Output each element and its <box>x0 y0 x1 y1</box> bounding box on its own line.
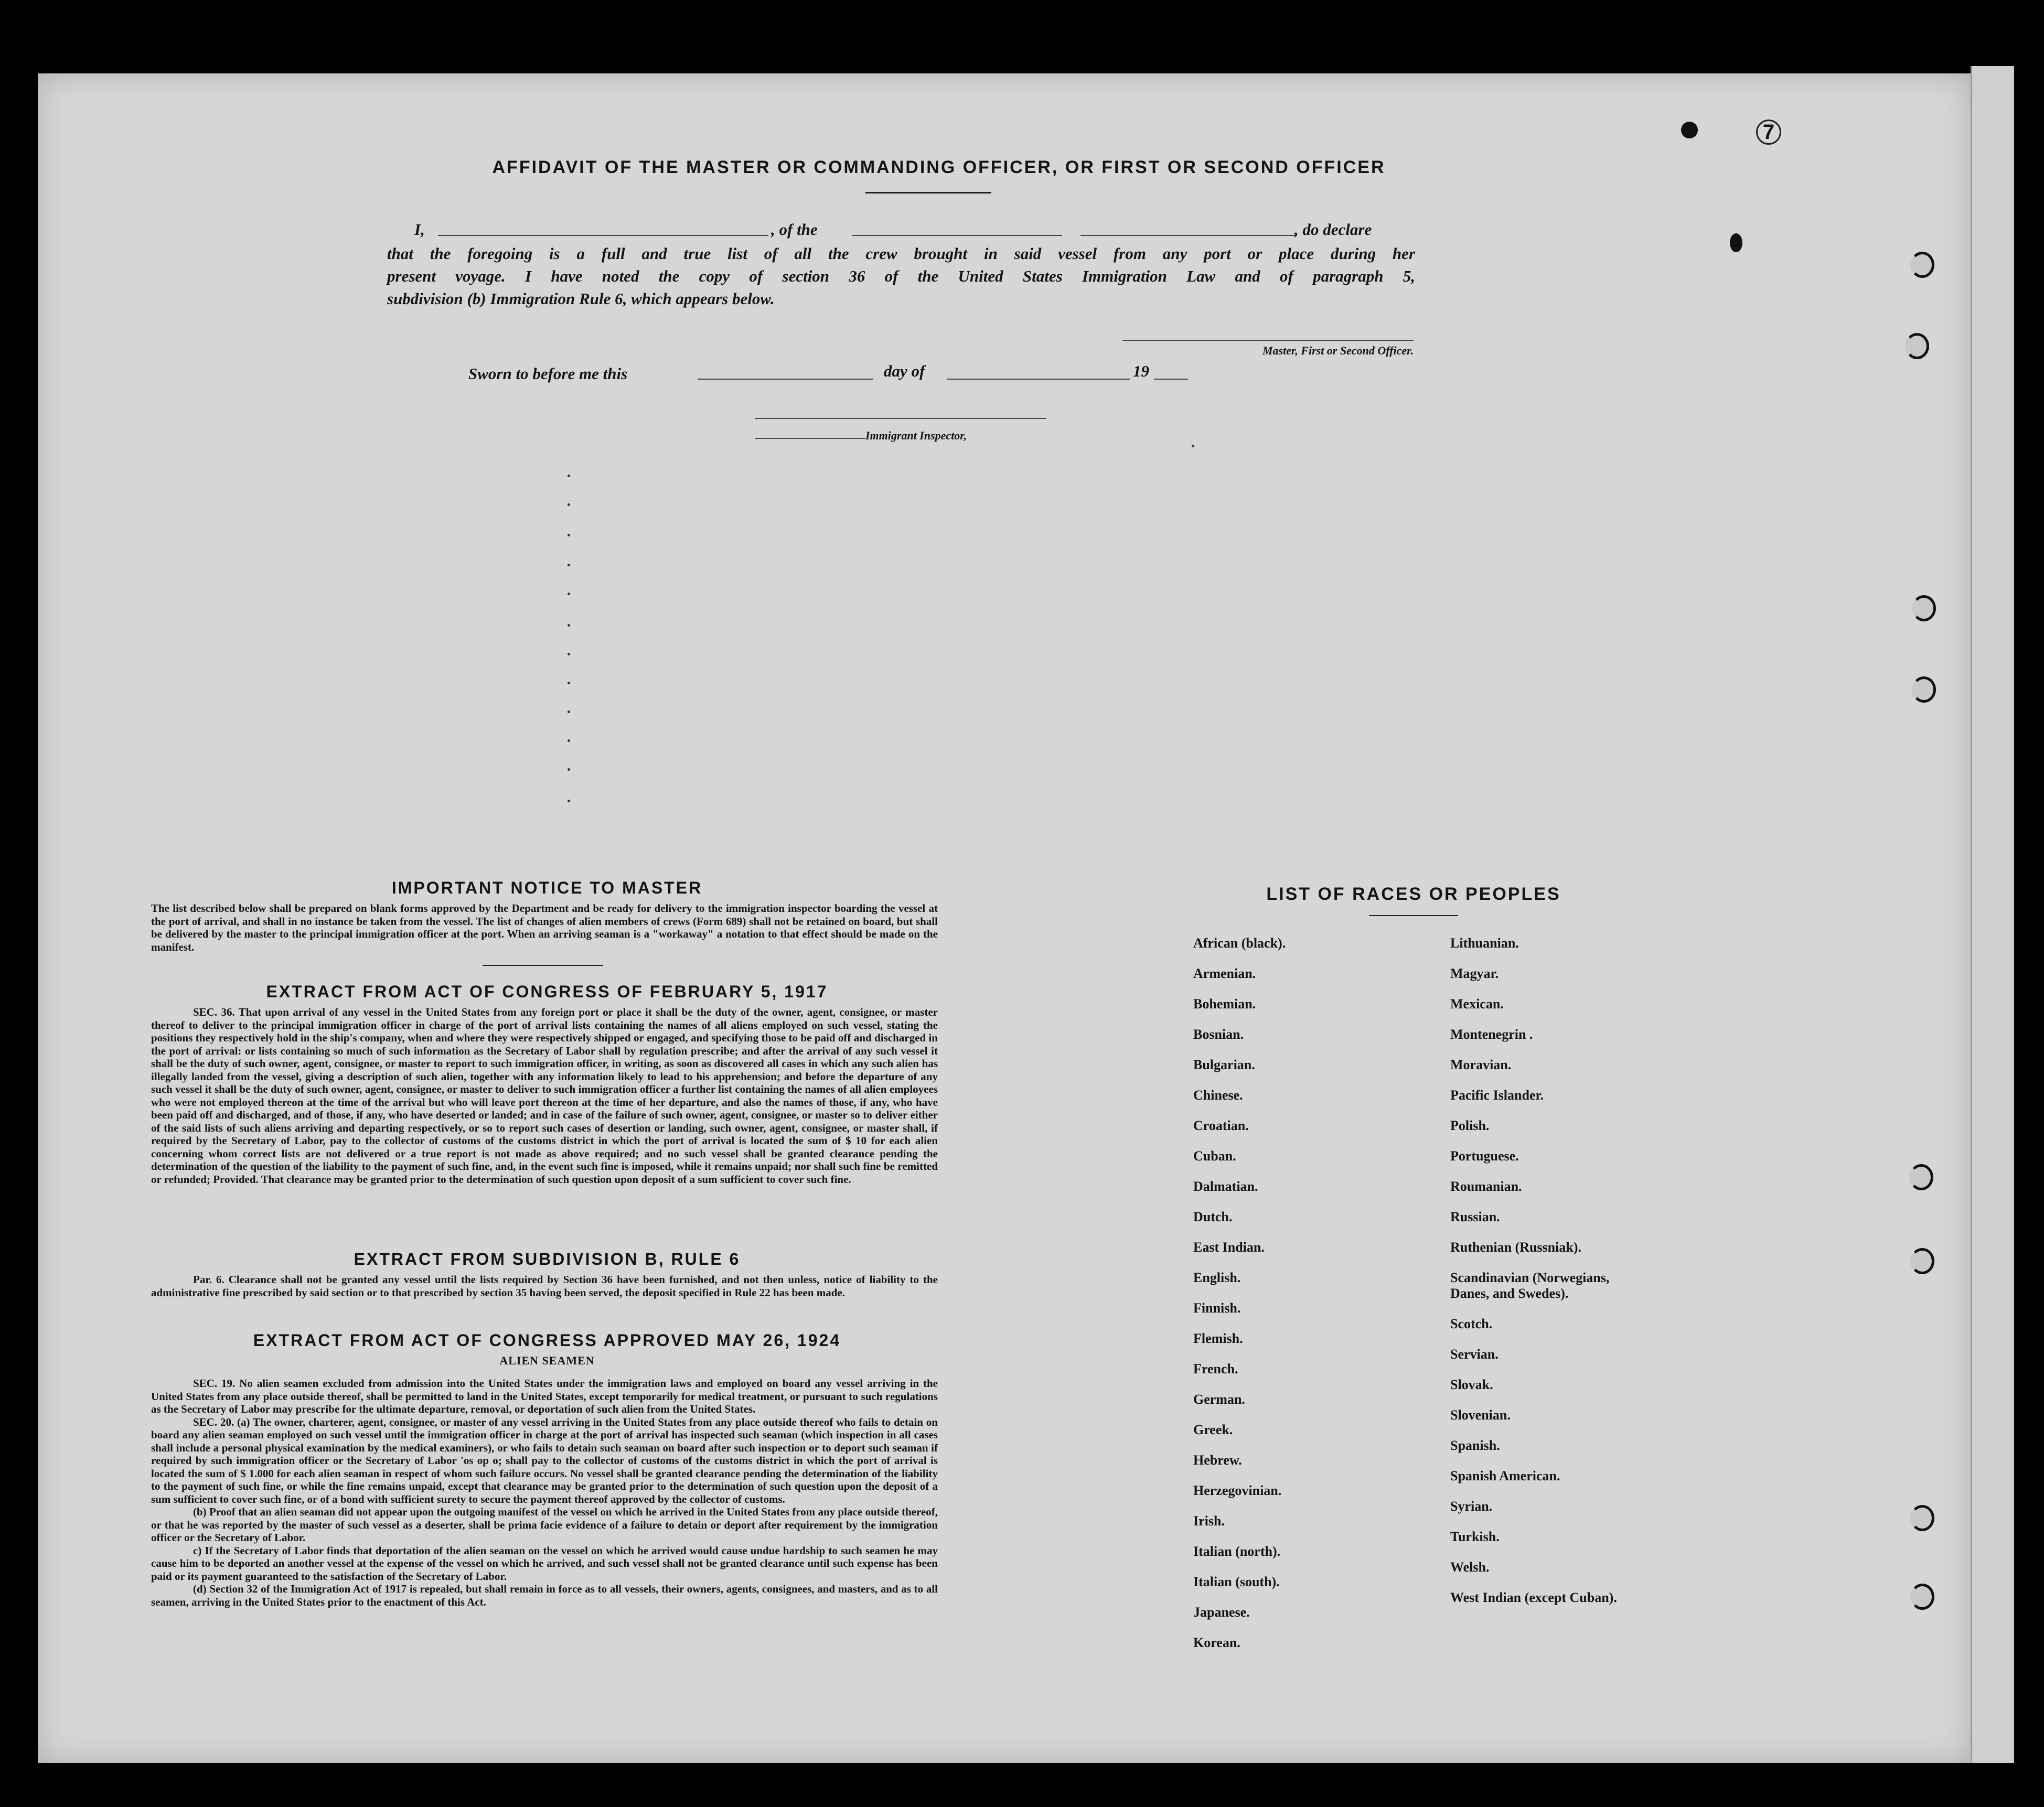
dot-mark <box>568 711 570 713</box>
race-item: Lithuanian. <box>1450 935 1519 951</box>
race-item: Slovenian. <box>1450 1407 1511 1423</box>
dot-mark <box>568 800 570 802</box>
dot-mark <box>568 624 570 627</box>
binder-hole <box>1910 252 1934 278</box>
race-item: Armenian. <box>1193 966 1256 981</box>
dot-mark <box>568 739 570 742</box>
race-item: Bohemian. <box>1193 996 1256 1012</box>
race-item: Turkish. <box>1450 1529 1500 1544</box>
race-item: Italian (south). <box>1193 1574 1280 1589</box>
declaration-text: that the foregoing is a full and true list of all the crew brought in said vessel from any port or place during her present voyage. I have noted the copy of section 36 of the United States Immigration Law and of paragraph 5, subdivision (b) Immigration Rule 6, which appears below. <box>387 244 1415 308</box>
binder-hole <box>1910 1505 1934 1531</box>
race-item: Italian (north). <box>1193 1544 1281 1559</box>
of-the-label: , of the <box>771 220 818 239</box>
dot-mark <box>568 475 570 477</box>
notice-title: IMPORTANT NOTICE TO MASTER <box>391 878 703 897</box>
dot-mark <box>1192 445 1194 447</box>
notice-text: The list described below shall be prepared on blank forms approved by the Department and be ready for delivery to the immigration inspector boarding the vessel at the port of arrival, and shall in no instance be taken from the vessel. The list of changes of alien members of crews (Form 689) shall not be retained on board, but shall be delivered by the master to the principal immigration officer at the port. When an arriving seaman is a "workaway" a notation to that effect should be made on the manifest. <box>151 902 938 953</box>
race-item: African (black). <box>1193 935 1286 951</box>
race-item: Moravian. <box>1450 1057 1512 1072</box>
vessel-blank-2[interactable] <box>1080 235 1296 236</box>
race-item: Greek. <box>1193 1422 1233 1437</box>
race-item: Chinese. <box>1193 1088 1243 1103</box>
binder-hole <box>1905 333 1929 359</box>
affiant-label: I, <box>414 220 425 239</box>
sec20b-text: (b) Proof that an alien seaman did not appear upon the outgoing manifest of the vessel on which he arrived in the United States from any place outside thereof, or that he was reported by the master of such vessel as a deserter, shall be prima facie evidence of a failure to detain or deport after requirement by the immigration officer or the Secretary of Labor. <box>151 1505 938 1544</box>
race-item: Montenegrin . <box>1450 1027 1533 1042</box>
race-item: Flemish. <box>1193 1331 1243 1346</box>
race-item: Bulgarian. <box>1193 1057 1255 1072</box>
affidavit-title: AFFIDAVIT OF THE MASTER OR COMMANDING OFFICER, OR FIRST OR SECOND OFFICER <box>492 157 1386 177</box>
dot-mark <box>568 503 570 506</box>
race-item: Welsh. <box>1450 1559 1490 1575</box>
race-item: Russian. <box>1450 1209 1500 1224</box>
binder-hole <box>1910 1248 1934 1274</box>
year-prefix: 19 <box>1133 362 1149 380</box>
sworn-label: Sworn to before me this <box>468 364 628 383</box>
races-title: LIST OF RACES OR PEOPLES <box>1266 884 1561 904</box>
title-divider <box>865 192 991 193</box>
master-signature-label: Master, First or Second Officer. <box>1262 344 1414 357</box>
race-item: Dalmatian. <box>1193 1179 1258 1194</box>
ink-blot <box>1681 122 1698 138</box>
binder-hole <box>1909 1164 1933 1190</box>
race-item: Servian. <box>1450 1347 1499 1362</box>
binder-hole <box>1910 1584 1934 1610</box>
race-item: Finnish. <box>1193 1300 1241 1316</box>
race-item: Bosnian. <box>1193 1027 1244 1042</box>
sec20a-text: SEC. 20. (a) The owner, charterer, agent, consignee, or master of any vessel arriving in the United States from any place outside thereof who fails to detain on board any alien seaman employed on such vessel until the immigration officer in charge at the port of arrival has inspected such seaman (which inspection in all cases shall include a personal physical examination by the medical examiners), or who fails to detain such seaman on board after such inspection or to deport such seaman if required by such immigration officer or the Secretary of Labor 'os op o; shall pay to the collector of customs of the customs district in which the port of arrival is located the sum of $ 1.000 for each alien seaman in respect of whom such failure occurs. No vessel shall be granted clearance pending the determination of the liability to the payment of such fine, or while the fine remains unpaid, except that clearance may be granted prior to the determination of such question upon the deposit of a sum sufficient to cover such fine, or of a bond with sufficient surety to secure the payment thereof approved by the collector of customs. <box>151 1415 938 1505</box>
binder-hole <box>1912 676 1936 703</box>
inspector-name-blank[interactable] <box>755 438 865 439</box>
race-item: Roumanian. <box>1450 1179 1522 1194</box>
races-right-column <box>1450 928 1650 1613</box>
extract-1917-title: EXTRACT FROM ACT OF CONGRESS OF FEBRUARY 5, 1917 <box>266 982 828 1001</box>
race-item: Korean. <box>1193 1635 1240 1650</box>
race-item: Cuban. <box>1193 1148 1236 1164</box>
race-item: Scotch. <box>1450 1316 1493 1331</box>
corner-page-number: 7 <box>1756 120 1781 145</box>
race-item: Pacific Islander. <box>1450 1088 1544 1103</box>
extract-1924-title: EXTRACT FROM ACT OF CONGRESS APPROVED MAY 26, 1924 <box>253 1331 841 1350</box>
page-edge-strip <box>1971 66 2014 1763</box>
race-item: Croatian. <box>1193 1118 1249 1133</box>
race-item: German. <box>1193 1392 1245 1407</box>
notice-divider <box>483 965 603 966</box>
race-item: English. <box>1193 1270 1241 1285</box>
ink-blot <box>1730 233 1742 252</box>
race-item: Hebrew. <box>1193 1453 1242 1468</box>
do-declare-label: , do declare <box>1294 220 1372 239</box>
extract-1924-subtitle: ALIEN SEAMEN <box>499 1354 595 1367</box>
race-item: Japanese. <box>1193 1605 1250 1620</box>
inspector-signature-blank[interactable] <box>755 418 1046 419</box>
inspector-label: Immigrant Inspector, <box>865 429 967 442</box>
vessel-blank-1[interactable] <box>852 235 1062 236</box>
race-item: Portuguese. <box>1450 1148 1519 1164</box>
dot-mark <box>568 564 570 566</box>
race-item: Dutch. <box>1193 1209 1233 1224</box>
sworn-day-blank[interactable] <box>698 379 873 380</box>
extract-1917-text: SEC. 36. That upon arrival of any vessel in the United States from any foreign port or place it shall be the duty of the owner, agent, consignee, or master thereof to deliver to the principal immigration officer in charge of the port of arrival lists containing the names of all aliens employed on such vessel, stating the positions they respectively hold in the ship's company, when and where they were respectively shipped or engaged, and specifying those to be paid off and discharged in the port of arrival: or lists containing so much of such information as the Secretary of Labor shall by regulation prescribe; and after the arrival of any such vessel it shall be the duty of such owner, agent, consignee, or master to report to such immigration officer, in writing, as soon as discovered all cases in which any such alien has illegally landed from the vessel, giving a description of such alien, together with any information likely to lead to his apprehension; and before the departure of any such vessel it shall be the duty of such owner, agent, consignee, or master to deliver to such immigration officer a further list containing the names of all alien employees who were not employed thereon at the time of the arrival but who will leave port thereon at the time of her departure, and also the names of those, if any, who have been paid off and discharged, and of those, if any, who have deserted or landed; and in case of the failure of such owner, agent, consignee, or master so to deliver either of the said lists of such aliens arriving and departing respectively, or so to report such cases of desertion or landing, such owner, agent, consignee, or master shall, if required by the Secretary of Labor, pay to the collector of customs of the customs district in which the port of arrival is located the sum of $ 10 for each alien concerning whom correct lists are not delivered or a true report is not made as above required; and no such vessel shall be granted clearance pending the determination of the question of the liability to the payment of such fine, and, in the event such fine is imposed, while it remains unpaid; nor shall such fine be remitted or refunded; Provided. That clearance may be granted prior to the determination of such question upon deposit of a sum sufficient to cover such fine. <box>151 1006 938 1186</box>
extract-1924-body <box>151 1377 938 1608</box>
sworn-year-blank[interactable] <box>1154 379 1188 380</box>
sec20c-text: c) If the Secretary of Labor finds that deportation of the alien seaman on the vessel on which he arrived would cause undue hardship to such seamen he may cause him to be deported an another vessel at the expense of the vessel on which he arrived, and such vessel shall not be granted clearance until such expense has been paid or its payment guaranteed to the satisfaction of the Secretary of Labor. <box>151 1544 938 1583</box>
affiant-name-blank[interactable] <box>438 235 768 236</box>
race-item: Syrian. <box>1450 1499 1493 1514</box>
races-left-column <box>1193 928 1286 1658</box>
race-item: West Indian (except Cuban). <box>1450 1590 1617 1605</box>
extract-rule6-text: Par. 6. Clearance shall not be granted any vessel until the lists required by Section 36 have been furnished, and not then unless, notice of liability to the administrative fine prescribed by said section or to that prescribed by section 35 having been served, the deposit specified in Rule 22 has been made. <box>151 1273 938 1299</box>
race-item: Slovak. <box>1450 1377 1493 1392</box>
extract-rule6-title: EXTRACT FROM SUBDIVISION B, RULE 6 <box>354 1250 741 1268</box>
race-item: Ruthenian (Russniak). <box>1450 1240 1581 1255</box>
race-item: French. <box>1193 1361 1238 1376</box>
binder-hole <box>1912 595 1936 621</box>
races-divider <box>1369 915 1458 916</box>
race-item: Herzegovinian. <box>1193 1483 1282 1498</box>
race-item: Spanish American. <box>1450 1468 1560 1483</box>
sec20d-text: (d) Section 32 of the Immigration Act of 1917 is repealed, but shall remain in force as to all vessels, their owners, agents, consignees, and masters, and as to all seamen, arriving in the United States prior to the enactment of this Act. <box>151 1583 938 1608</box>
race-item: Scandinavian (Norwegians, Danes, and Swedes). <box>1450 1270 1610 1301</box>
race-item: Mexican. <box>1450 996 1504 1012</box>
day-of-label: day of <box>884 362 925 380</box>
race-item: Polish. <box>1450 1118 1490 1133</box>
dot-mark <box>568 653 570 655</box>
sworn-month-blank[interactable] <box>947 379 1130 380</box>
master-signature-blank[interactable] <box>1122 340 1414 341</box>
dot-mark <box>568 593 570 595</box>
dot-mark <box>568 682 570 684</box>
race-item: Spanish. <box>1450 1438 1500 1453</box>
dot-mark <box>568 534 570 536</box>
race-item: Irish. <box>1193 1513 1225 1529</box>
race-item: East Indian. <box>1193 1240 1265 1255</box>
race-item: Magyar. <box>1450 966 1499 981</box>
dot-mark <box>568 768 570 771</box>
sec19-text: SEC. 19. No alien seamen excluded from admission into the United States under the immigration laws and employed on board any vessel arriving in the United States from any place outside thereof, shall be permitted to land in the United States, except temporarily for medical treatment, or pursuant to such regulations as the Secretary of Labor may prescribe for the ultimate departure, removal, or deportation of such alien from the United States. <box>151 1377 938 1415</box>
